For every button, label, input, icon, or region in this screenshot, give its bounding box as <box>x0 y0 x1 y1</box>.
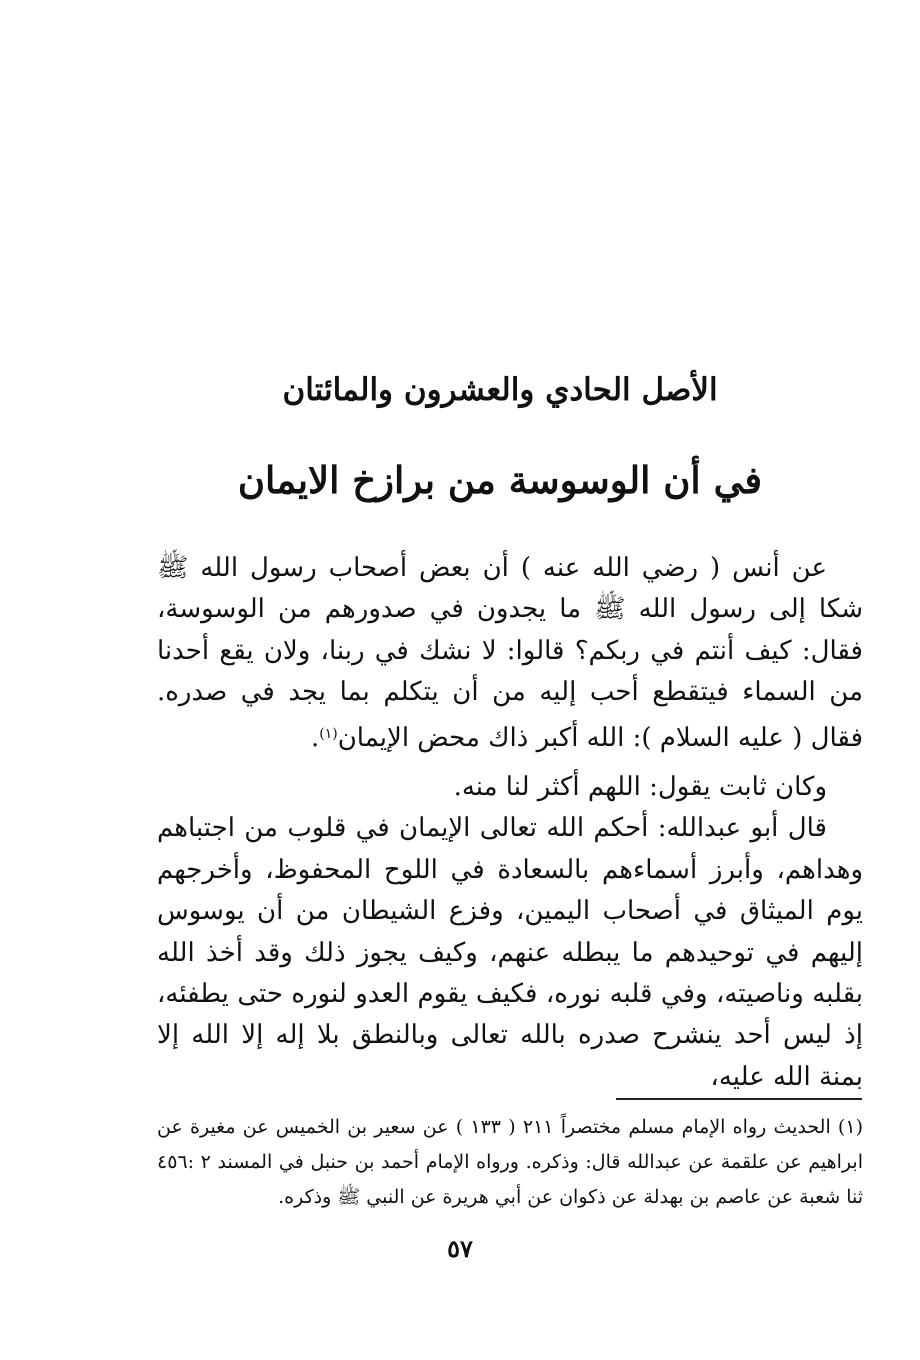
footnote-divider <box>616 1098 862 1100</box>
footnote-reference: (١) <box>319 725 338 742</box>
main-text <box>157 548 863 1098</box>
page-number: ٥٧ <box>447 1234 473 1263</box>
footnote <box>157 1110 863 1215</box>
chapter-title: في أن الوسوسة من برازخ الايمان <box>237 458 763 502</box>
hadith-end: . <box>310 722 320 753</box>
footnote-text: (١) الحديث رواه الإمام مسلم مختصراً ٢١١ ( ١٣٣ ) عن سعير بن الخميس عن مغيرة عن ابراهيم عن علقمة عن عبدالله قال: وذكره. ورواه الإمام أحمد بن حنبل في المسند ٢ :٤٥٦ ثنا شعبة عن عاصم بن بهدلة عن ذكوان عن أبي هريرة عن النبي ﷺ وذكره. <box>157 1116 863 1208</box>
hadith-text: عن أنس ( رضي الله عنه ) أن بعض أصحاب رسول الله ﷺ شكا إلى رسول الله ﷺ ما يجدون في صدورهم من الوسوسة، فقال: كيف أنتم في ربكم؟ قالوا: لا نشك في ربنا، ولان يقع أحدنا من السماء فيتقطع أحب إليه من أن يتكلم بما يجد في صدره. فقال ( عليه السلام ): الله أكبر ذاك محض الإيمان <box>157 553 863 753</box>
thabit-paragraph: وكان ثابت يقول: اللهم أكثر لنا منه. <box>453 772 827 803</box>
chapter-heading: الأصل الحادي والعشرون والمائتان <box>282 372 718 408</box>
hadith-paragraph <box>157 548 863 759</box>
commentary-paragraph: قال أبو عبدالله: أحكم الله تعالى الإيمان في قلوب من اجتباهم وهداهم، وأبرز أسماءهم بالسعادة في اللوح المحفوظ، وأخرجهم يوم الميثاق في أصحاب اليمين، وفزع الشيطان من أن يوسوس إليهم في توحيدهم ما يبطله عنهم، وكيف يجوز ذلك وقد أخذ الله بقلبه وناصيته، وفي قلبه نوره، فكيف يقوم العدو لنوره حتى يطفئه، إذ ليس أحد ينشرح صدره بالله تعالى وبالنطق بلا إله إلا الله إلا بمنة الله عليه، <box>157 813 863 1092</box>
